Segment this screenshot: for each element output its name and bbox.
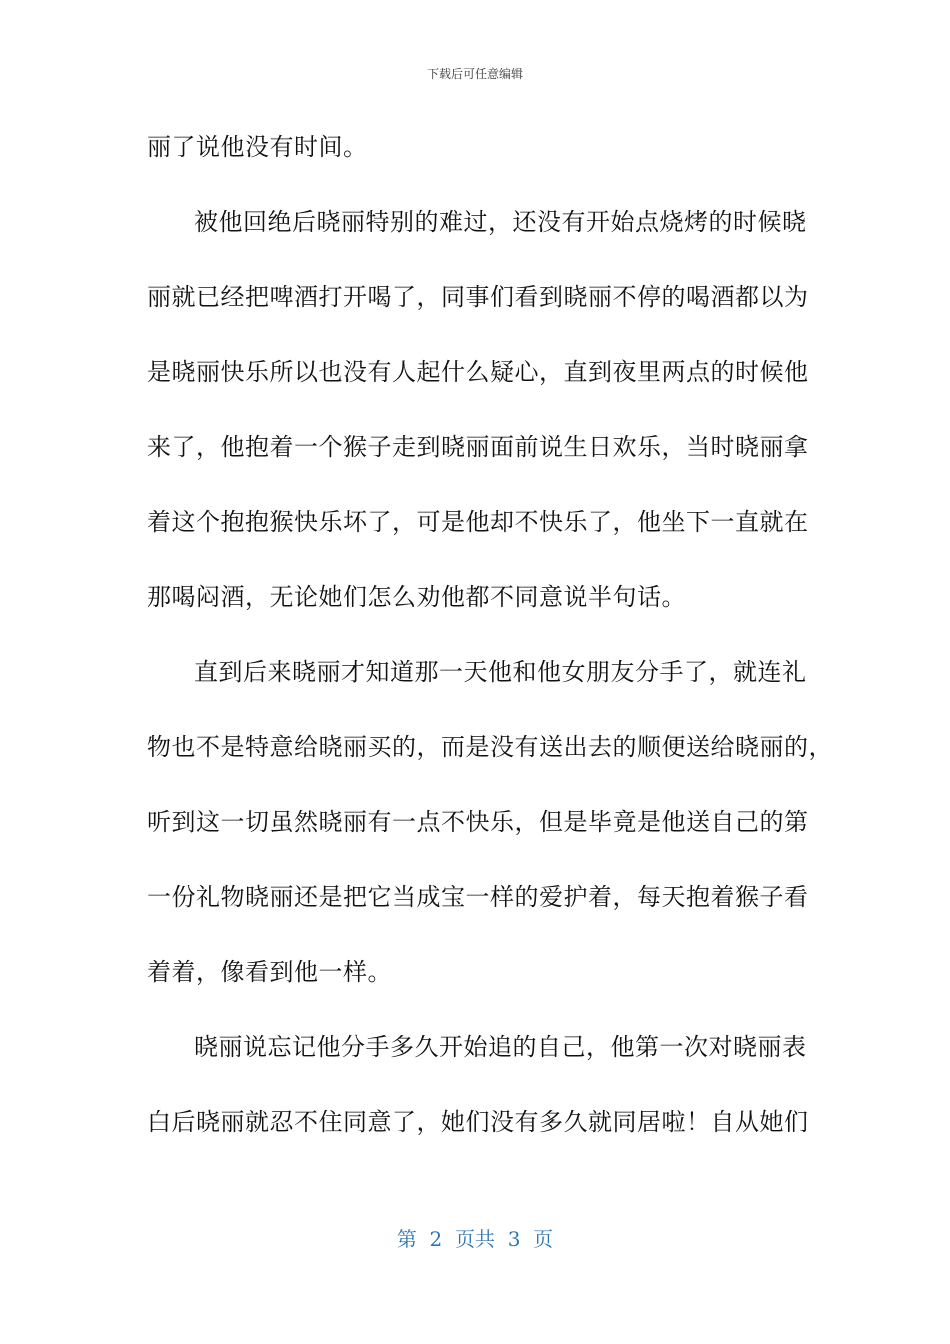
text-line: 一份礼物晓丽还是把它当成宝一样的爱护着，每天抱着猴子看 bbox=[147, 883, 809, 911]
text-line: 来了，他抱着一个猴子走到晓丽面前说生日欢乐，当时晓丽拿 bbox=[147, 433, 809, 461]
text-line: 直到后来晓丽才知道那一天他和他女朋友分手了，就连礼 bbox=[194, 658, 807, 686]
text-line: 白后晓丽就忍不住同意了，她们没有多久就同居啦！自从她们 bbox=[147, 1108, 809, 1136]
text-line: 是晓丽快乐所以也没有人起什么疑心，直到夜里两点的时候他 bbox=[147, 358, 809, 386]
document-body bbox=[147, 127, 833, 1177]
text-line: 丽就已经把啤酒打开喝了，同事们看到晓丽不停的喝酒都以为 bbox=[147, 283, 809, 311]
text-line: 物也不是特意给晓丽买的，而是没有送出去的顺便送给晓丽的， bbox=[147, 733, 833, 761]
page-header: 下载后可任意编辑 bbox=[426, 67, 523, 81]
text-line: 听到这一切虽然晓丽有一点不快乐，但是毕竟是他送自己的第 bbox=[147, 808, 809, 836]
text-line: 晓丽说忘记他分手多久开始追的自己，他第一次对晓丽表 bbox=[194, 1033, 807, 1061]
text-line: 着着，像看到他一样。 bbox=[147, 958, 392, 986]
text-line: 丽了说他没有时间。 bbox=[147, 133, 368, 161]
text-line: 那喝闷酒，无论她们怎么劝他都不同意说半句话。 bbox=[147, 583, 686, 611]
page-number: 第 2 页共 3 页 bbox=[396, 1227, 554, 1251]
text-line: 被他回绝后晓丽特别的难过，还没有开始点烧烤的时候晓 bbox=[194, 208, 807, 236]
text-line: 着这个抱抱猴快乐坏了，可是他却不快乐了，他坐下一直就在 bbox=[147, 508, 809, 536]
